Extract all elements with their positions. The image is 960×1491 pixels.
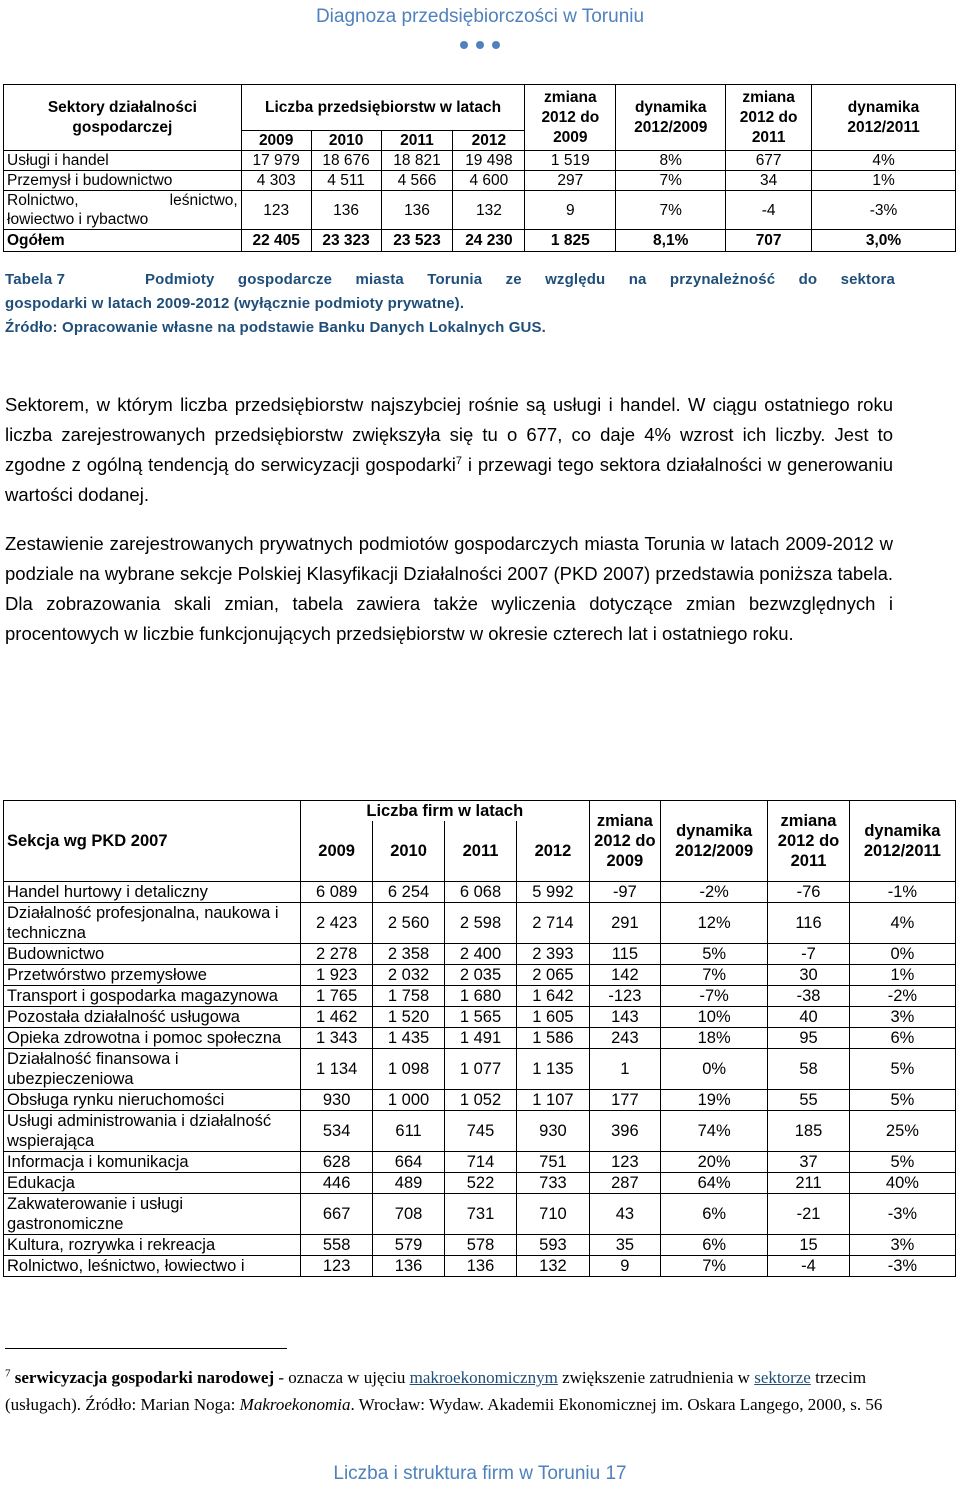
footnote-ref[interactable]: 7: [455, 454, 462, 467]
cell: -3%: [812, 191, 956, 230]
cell: 745: [444, 1110, 516, 1151]
cell: -1%: [849, 881, 955, 902]
cell: -2%: [849, 985, 955, 1006]
cell: 64%: [661, 1172, 768, 1193]
cell: 1 680: [444, 985, 516, 1006]
cell: 30: [768, 964, 850, 985]
cell: 1%: [849, 964, 955, 985]
cell: 9: [525, 191, 616, 230]
cell: 2 278: [300, 943, 372, 964]
table-row: [4, 191, 956, 230]
row-label: Działalność finansowa i ubezpieczeniowa: [4, 1048, 301, 1089]
cell: 185: [768, 1110, 850, 1151]
cell: 3%: [849, 1006, 955, 1027]
cell: -3%: [849, 1255, 955, 1276]
page-footer: [0, 1463, 960, 1485]
cell: -38: [768, 985, 850, 1006]
cell: 95: [768, 1027, 850, 1048]
footnote-book-title: Makroekonomia: [239, 1395, 351, 1414]
cell: 578: [444, 1234, 516, 1255]
cell: 1: [589, 1048, 660, 1089]
cell: 35: [589, 1234, 660, 1255]
header-change-2009: zmiana 2012 do 2009: [589, 801, 660, 882]
cell: 2 560: [373, 902, 444, 943]
cell: 2 032: [373, 964, 444, 985]
cell: 1 765: [300, 985, 372, 1006]
footnote-text: zwiększenie zatrudnienia w: [557, 1368, 755, 1387]
cell: 1 565: [444, 1006, 516, 1027]
cell: 12%: [661, 902, 768, 943]
cell: 18%: [661, 1027, 768, 1048]
cell: 6 089: [300, 881, 372, 902]
cell: 243: [589, 1027, 660, 1048]
header-change-2011: zmiana 2012 do 2011: [726, 85, 812, 151]
cell: 287: [589, 1172, 660, 1193]
cell: 74%: [661, 1110, 768, 1151]
header-change-2009: zmiana 2012 do 2009: [525, 85, 616, 151]
dot-icon: [476, 41, 484, 49]
cell: 22 405: [241, 230, 311, 252]
cell: 23 523: [381, 230, 453, 252]
cell: -21: [768, 1193, 850, 1234]
cell: 5%: [849, 1089, 955, 1110]
cell: 116: [768, 902, 850, 943]
year-header: 2009: [241, 131, 311, 151]
pkd-table-body: [4, 881, 956, 1276]
row-label: Informacja i komunikacja: [4, 1151, 301, 1172]
cell: 1 098: [373, 1048, 444, 1089]
cell: 707: [726, 230, 812, 252]
cell: 2 065: [517, 964, 589, 985]
row-label: Opieka zdrowotna i pomoc społeczna: [4, 1027, 301, 1048]
cell: 558: [300, 1234, 372, 1255]
table-row: [4, 964, 956, 985]
cell: -7%: [661, 985, 768, 1006]
table-row: [4, 1193, 956, 1234]
cell: 297: [525, 171, 616, 191]
table-row: [4, 151, 956, 171]
footnote-text: . Wrocław: Wydaw. Akademii Ekonomicznej im. Oskara Langego, 2000, s. 56: [350, 1395, 883, 1414]
cell: 7%: [616, 171, 726, 191]
cell: 18 821: [381, 151, 453, 171]
table-row: [4, 1234, 956, 1255]
cell: 4 600: [453, 171, 525, 191]
cell: 579: [373, 1234, 444, 1255]
footnote-text: . Źródło: Marian Noga:: [76, 1395, 240, 1414]
pkd-section-table: [3, 800, 956, 1277]
cell: 132: [453, 191, 525, 230]
table-row: [4, 1006, 956, 1027]
row-label: Edukacja: [4, 1172, 301, 1193]
header-dynamics-2009: dynamika 2012/2009: [616, 85, 726, 151]
cell: 2 393: [517, 943, 589, 964]
cell: 19%: [661, 1089, 768, 1110]
footnote-text: trzecim (usługach): [5, 1368, 867, 1414]
cell: 136: [311, 191, 381, 230]
cell: 6%: [849, 1027, 955, 1048]
cell: 4 511: [311, 171, 381, 191]
cell: 708: [373, 1193, 444, 1234]
table-row: [4, 1172, 956, 1193]
sector-table: [3, 84, 956, 252]
table-row: [4, 171, 956, 191]
table-row: [4, 943, 956, 964]
cell: 1 435: [373, 1027, 444, 1048]
cell: 34: [726, 171, 812, 191]
cell: 4%: [849, 902, 955, 943]
cell: 40: [768, 1006, 850, 1027]
page-number: 17: [605, 1463, 627, 1484]
paragraph-text: i przewagi tego sektora działalności w generowaniu wartości dodanej.: [5, 454, 893, 505]
table-row: [4, 881, 956, 902]
row-label: Usługi administrowania i działalność wspierająca: [4, 1110, 301, 1151]
cell: 930: [300, 1089, 372, 1110]
cell: 7%: [661, 1255, 768, 1276]
cell: -123: [589, 985, 660, 1006]
cell: 3%: [849, 1234, 955, 1255]
page-header-title: Diagnoza przedsiębiorczości w Toruniu: [315, 6, 645, 27]
row-label: Rolnictwo, leśnictwo, łowiectwo i: [4, 1255, 301, 1276]
cell: 667: [300, 1193, 372, 1234]
cell: 25%: [849, 1110, 955, 1151]
cell: 751: [517, 1151, 589, 1172]
cell: 2 423: [300, 902, 372, 943]
year-header: 2009: [300, 821, 372, 881]
row-label-part: łowiectwo i rybactwo: [7, 211, 149, 228]
row-label: Działalność profesjonalna, naukowa i techniczna: [4, 902, 301, 943]
cell: 115: [589, 943, 660, 964]
cell: 5%: [661, 943, 768, 964]
cell: 6 254: [373, 881, 444, 902]
cell: 710: [517, 1193, 589, 1234]
cell: 714: [444, 1151, 516, 1172]
row-label: Przetwórstwo przemysłowe: [4, 964, 301, 985]
footnote-term: serwicyzacja gospodarki narodowej: [14, 1368, 275, 1387]
cell: 8%: [616, 151, 726, 171]
table-row: [4, 1151, 956, 1172]
dot-icon: [492, 41, 500, 49]
cell: 522: [444, 1172, 516, 1193]
cell: -4: [726, 191, 812, 230]
header-change-2011: zmiana 2012 do 2011: [768, 801, 850, 882]
table-row: [4, 1048, 956, 1089]
cell: 1 519: [525, 151, 616, 171]
cell: 1 107: [517, 1089, 589, 1110]
paragraph: [5, 390, 893, 510]
cell: 7%: [661, 964, 768, 985]
cell: 1 077: [444, 1048, 516, 1089]
cell: 1 586: [517, 1027, 589, 1048]
cell: 10%: [661, 1006, 768, 1027]
cell: 142: [589, 964, 660, 985]
cell: 17 979: [241, 151, 311, 171]
cell: 1 462: [300, 1006, 372, 1027]
row-label: Transport i gospodarka magazynowa: [4, 985, 301, 1006]
cell: 1%: [812, 171, 956, 191]
footnote-text: - oznacza w ujęciu: [274, 1368, 410, 1387]
caption-line: gospodarki w latach 2009-2012 (wyłącznie podmioty prywatne).: [5, 295, 465, 312]
cell: 123: [589, 1151, 660, 1172]
cell: 1 052: [444, 1089, 516, 1110]
table-row: [4, 1255, 956, 1276]
header-dynamics-2011: dynamika 2012/2011: [849, 801, 955, 882]
cell: 123: [300, 1255, 372, 1276]
year-header: 2011: [444, 821, 516, 881]
cell: 291: [589, 902, 660, 943]
cell: 1 000: [373, 1089, 444, 1110]
header-dynamics-2009: dynamika 2012/2009: [661, 801, 768, 882]
header-dynamics-2011: dynamika 2012/2011: [812, 85, 956, 151]
row-label: Przemysł i budownictwo: [4, 171, 242, 191]
cell: 5%: [849, 1048, 955, 1089]
row-label-part: Rolnictwo,: [7, 192, 79, 209]
cell: 1 134: [300, 1048, 372, 1089]
cell: 534: [300, 1110, 372, 1151]
cell: -97: [589, 881, 660, 902]
cell: 136: [381, 191, 453, 230]
year-header: 2010: [311, 131, 381, 151]
cell: -4: [768, 1255, 850, 1276]
cell: 930: [517, 1110, 589, 1151]
cell: 4 303: [241, 171, 311, 191]
header-count: Liczba przedsiębiorstw w latach: [241, 85, 525, 131]
table-row: [4, 1089, 956, 1110]
cell: 20%: [661, 1151, 768, 1172]
cell: -3%: [849, 1193, 955, 1234]
cell: 1 825: [525, 230, 616, 252]
row-label: Budownictwo: [4, 943, 301, 964]
cell: 446: [300, 1172, 372, 1193]
cell: 58: [768, 1048, 850, 1089]
header-count: Liczba firm w latach: [300, 801, 589, 822]
header-dots: [0, 36, 960, 54]
cell: -7: [768, 943, 850, 964]
footnote-number: 7: [5, 1367, 11, 1380]
year-header: 2012: [453, 131, 525, 151]
cell: 1 605: [517, 1006, 589, 1027]
cell: 2 035: [444, 964, 516, 985]
cell: 5%: [849, 1151, 955, 1172]
cell: 40%: [849, 1172, 955, 1193]
cell: 1 135: [517, 1048, 589, 1089]
cell: 2 358: [373, 943, 444, 964]
cell: 1 642: [517, 985, 589, 1006]
cell: 2 714: [517, 902, 589, 943]
cell: 136: [373, 1255, 444, 1276]
cell: 43: [589, 1193, 660, 1234]
cell: 4 566: [381, 171, 453, 191]
paragraph: Zestawienie zarejestrowanych prywatnych podmiotów gospodarczych miasta Torunia w latach 2009-2012 w podziale na wybrane sekcje Polskiej Klasyfikacji Działalności 2007 (PKD 2007) przedstawia poniższa tabela. Dla zobrazowania skali zmian, tabela zawiera także wyliczenia dotyczące zmian bezwzględnych i procentowych w liczbie funkcjonujących przedsiębiorstw w okresie czterech lat i ostatniego roku.: [5, 533, 893, 644]
cell: 611: [373, 1110, 444, 1151]
cell: 18 676: [311, 151, 381, 171]
cell: 7%: [616, 191, 726, 230]
cell: 1 923: [300, 964, 372, 985]
cell: 143: [589, 1006, 660, 1027]
row-label: Pozostała działalność usługowa: [4, 1006, 301, 1027]
cell: 396: [589, 1110, 660, 1151]
cell: 6 068: [444, 881, 516, 902]
cell: 19 498: [453, 151, 525, 171]
caption-source: Źródło: Opracowanie własne na podstawie Banku Danych Lokalnych GUS.: [5, 319, 546, 336]
cell: 123: [241, 191, 311, 230]
cell: 177: [589, 1089, 660, 1110]
row-label: Handel hurtowy i detaliczny: [4, 881, 301, 902]
cell: 1 758: [373, 985, 444, 1006]
table-caption: [5, 268, 895, 340]
table-row: [4, 1027, 956, 1048]
cell: 37: [768, 1151, 850, 1172]
cell: 55: [768, 1089, 850, 1110]
cell: 489: [373, 1172, 444, 1193]
cell: 6%: [661, 1234, 768, 1255]
footer-text: Liczba i struktura firm w Toruniu: [333, 1463, 601, 1484]
table-row: [4, 985, 956, 1006]
cell: 23 323: [311, 230, 381, 252]
cell: 1 520: [373, 1006, 444, 1027]
row-label: Ogółem: [4, 230, 242, 252]
cell: 2 400: [444, 943, 516, 964]
footnote: [5, 1364, 895, 1418]
row-label: Usługi i handel: [4, 151, 242, 171]
cell: -76: [768, 881, 850, 902]
cell: 5 992: [517, 881, 589, 902]
cell: 15: [768, 1234, 850, 1255]
cell: -2%: [661, 881, 768, 902]
header-section: Sekcja wg PKD 2007: [4, 801, 301, 882]
cell: 1 343: [300, 1027, 372, 1048]
link-sektorze[interactable]: sektorze: [754, 1368, 811, 1387]
cell: 733: [517, 1172, 589, 1193]
cell: 628: [300, 1151, 372, 1172]
year-header: 2012: [517, 821, 589, 881]
cell: 9: [589, 1255, 660, 1276]
cell: 4%: [812, 151, 956, 171]
table-row: [4, 902, 956, 943]
table-row: [4, 1110, 956, 1151]
cell: 0%: [849, 943, 955, 964]
paragraph-text: Sektorem, w którym liczba przedsiębiorstw najszybciej rośnie są usługi i handel. W ciągu ostatniego roku liczba zarejestrowanych przedsiębiorstw zwiększyła się tu o 677, co daje 4% wzrost ich liczby. Jest to zgodne z ogólną tendencją do serwicyzacji gospodarki: [5, 394, 893, 475]
cell: 677: [726, 151, 812, 171]
cell: 664: [373, 1151, 444, 1172]
year-header: 2011: [381, 131, 453, 151]
header-sector: Sektory działalności gospodarczej: [4, 85, 242, 151]
link-makroekonomicznym[interactable]: makroekonomicznym: [409, 1368, 558, 1387]
row-label: Obsługa rynku nieruchomości: [4, 1089, 301, 1110]
cell: 731: [444, 1193, 516, 1234]
dot-icon: [460, 41, 468, 49]
cell: 8,1%: [616, 230, 726, 252]
cell: 6%: [661, 1193, 768, 1234]
table-row-total: [4, 230, 956, 252]
cell: 2 598: [444, 902, 516, 943]
cell: 0%: [661, 1048, 768, 1089]
cell: 593: [517, 1234, 589, 1255]
footnote-divider: [5, 1348, 287, 1349]
row-label: Zakwaterowanie i usługi gastronomiczne: [4, 1193, 301, 1234]
row-label: [4, 191, 242, 230]
cell: 211: [768, 1172, 850, 1193]
cell: 3,0%: [812, 230, 956, 252]
row-label: Kultura, rozrywka i rekreacja: [4, 1234, 301, 1255]
caption-line: Podmioty gospodarcze miasta Torunia ze względu na przynależność do sektora: [145, 271, 895, 288]
year-header: 2010: [373, 821, 444, 881]
cell: 136: [444, 1255, 516, 1276]
row-label-part: leśnictwo,: [169, 192, 238, 209]
caption-label: Tabela 7: [5, 271, 66, 288]
cell: 24 230: [453, 230, 525, 252]
cell: 1 491: [444, 1027, 516, 1048]
cell: 132: [517, 1255, 589, 1276]
